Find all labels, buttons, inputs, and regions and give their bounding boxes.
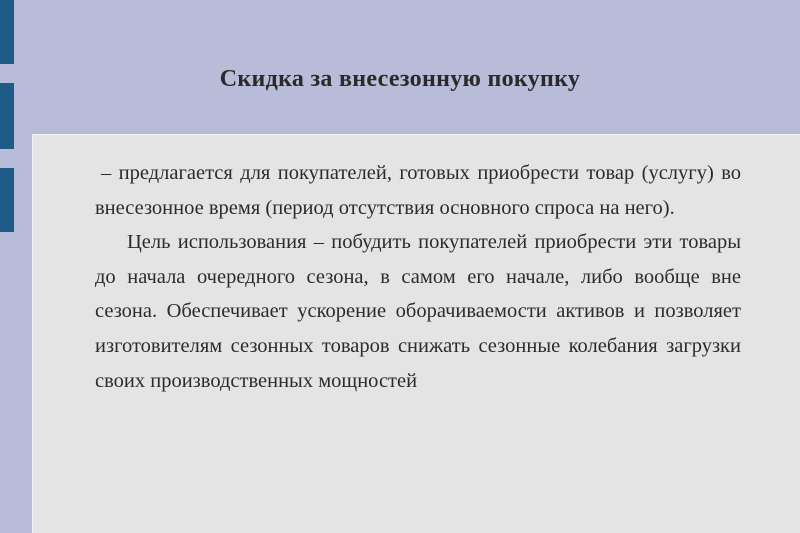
slide-title: Скидка за внесезонную покупку <box>219 66 581 92</box>
slide-body <box>95 156 741 398</box>
accent-bar-bottom <box>0 168 14 232</box>
paragraph-definition: – предлагается для покупателей, готовых приобрести товар (услугу) во внесезонное время (период отсутствия основного спроса на него). <box>95 162 741 219</box>
accent-bar-top <box>0 0 14 64</box>
accent-bar-middle <box>0 83 14 149</box>
paragraph-purpose: Цель использования – побудить покупателей приобрести эти товары до начала очередного сезона, в самом его начале, либо вообще вне сезона. Обеспечивает ускорение оборачиваемости активов и позволяет изготовителям сезонных товаров снижать сезонные колебания загрузки своих производственных мощностей <box>95 231 741 392</box>
